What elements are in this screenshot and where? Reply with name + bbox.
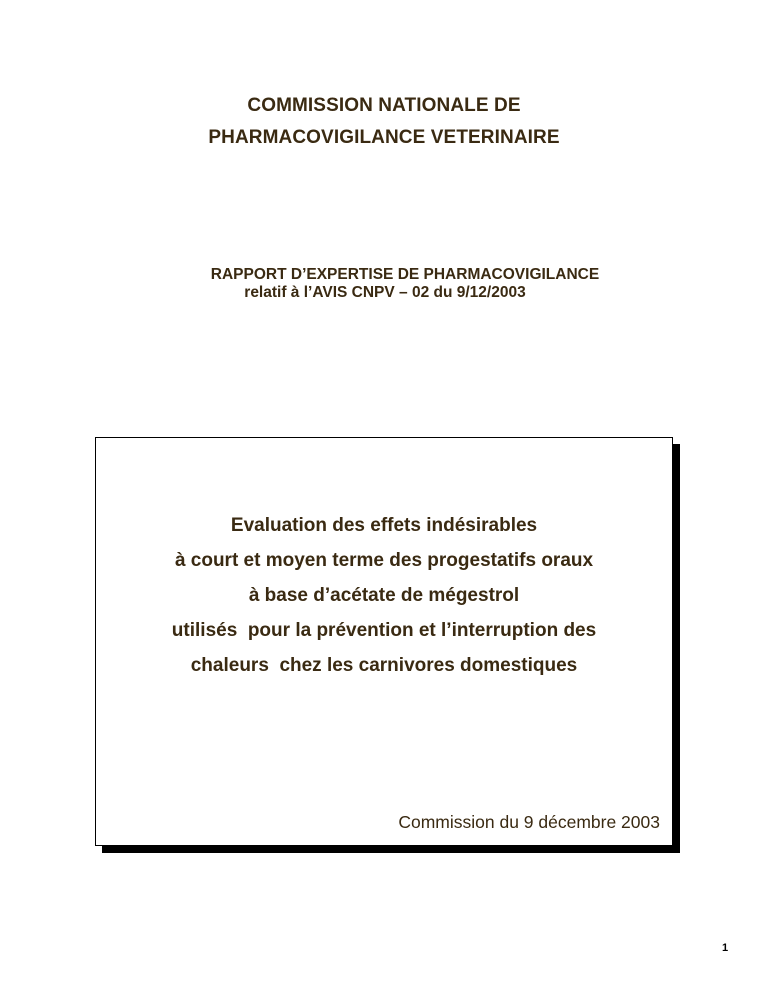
- subject-title-line-5: chaleurs chez les carnivores domestiques: [190, 655, 578, 676]
- subject-title-line-4: utilisés pour la prévention et l’interruption des: [171, 620, 597, 641]
- commission-title-line-2: PHARMACOVIGILANCE VETERINAIRE: [208, 127, 560, 148]
- document-title: [0, 90, 768, 154]
- commission-date: Commission du 9 décembre 2003: [398, 812, 660, 832]
- report-title: RAPPORT D’EXPERTISE DE PHARMACOVIGILANCE: [210, 266, 600, 283]
- commission-title-line-1: COMMISSION NATIONALE DE: [247, 95, 521, 116]
- report-subtitle: relatif à l’AVIS CNPV – 02 du 9/12/2003: [244, 284, 526, 301]
- subject-frame: [95, 437, 673, 846]
- subject-title-line-1: Evaluation des effets indésirables: [230, 515, 538, 536]
- subject-title: [96, 508, 672, 683]
- subject-title-line-3: à base d’acétate de mégestrol: [248, 585, 520, 606]
- page-number: 1: [722, 942, 729, 954]
- subject-title-line-2: à court et moyen terme des progestatifs oraux: [174, 550, 594, 571]
- report-header: [0, 266, 768, 302]
